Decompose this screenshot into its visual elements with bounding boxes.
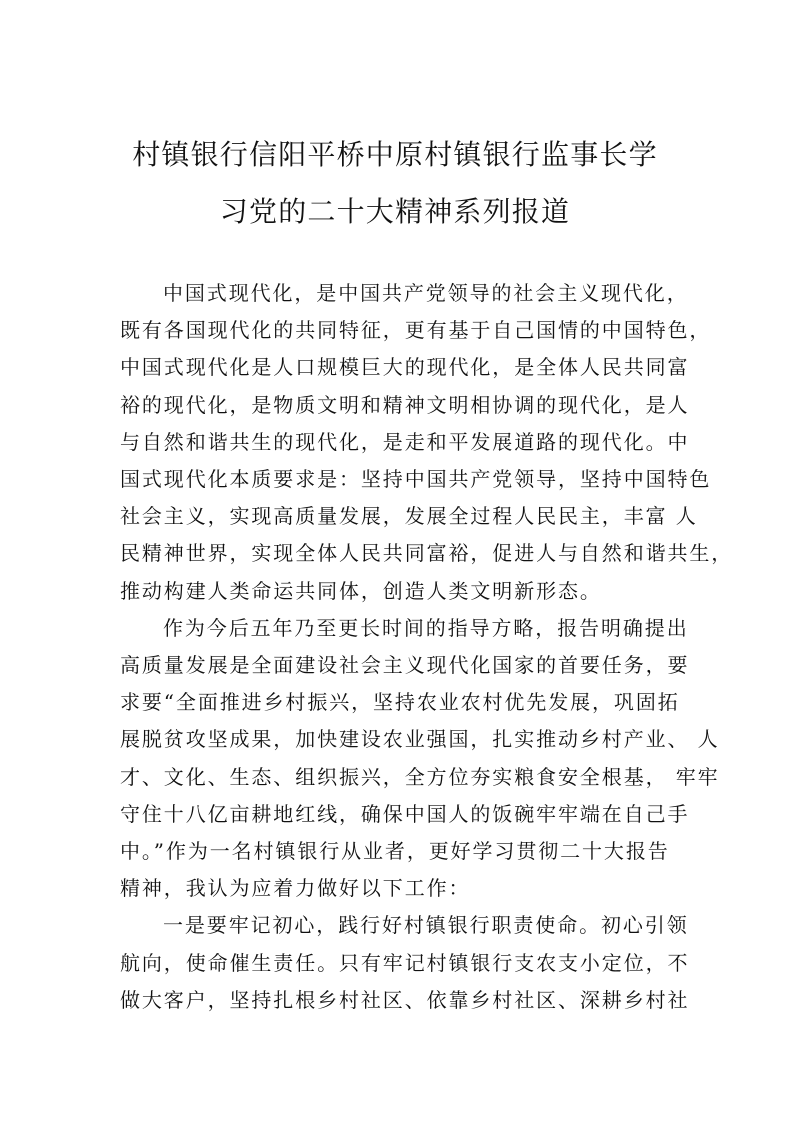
paragraph-3-line: 一是要牢记初心，践行好村镇银行职责使命。初心引领 bbox=[163, 913, 689, 938]
paragraph-1-line: 既有各国现代化的共同特征，更有基于自己国情的中国特色， bbox=[120, 318, 712, 343]
paragraph-2-line: 作为今后五年乃至更长时间的指导方略，报告明确提出 bbox=[163, 615, 689, 640]
paragraph-3-line: 航向，使命催生责任。只有牢记村镇银行支农支小定位，不 bbox=[120, 950, 690, 975]
paragraph-2-line: 才、文化、生态、组织振兴，全方位夯实粮食安全根基， 牢牢 bbox=[120, 764, 720, 789]
paragraph-2-line: 展脱贫攻坚成果，加快建设农业强国，扎实推动乡村产业、 人 bbox=[120, 727, 720, 752]
paragraph-1-line: 与自然和谐共生的现代化，是走和平发展道路的现代化。中 bbox=[120, 429, 690, 454]
document-title-line-2: 习党的二十大精神系列报道 bbox=[219, 195, 571, 228]
paragraph-1-line: 国式现代化本质要求是：坚持中国共产党领导，坚持中国特色 bbox=[120, 467, 712, 491]
paragraph-3-line: 做大客户，坚持扎根乡村社区、依靠乡村社区、深耕乡村社 bbox=[120, 987, 690, 1012]
paragraph-2-line: 精神，我认为应着力做好以下工作： bbox=[120, 876, 471, 901]
paragraph-1-line: 中国式现代化，是中国共产党领导的社会主义现代化， bbox=[163, 281, 689, 305]
paragraph-1-line: 中国式现代化是人口规模巨大的现代化，是全体人民共同富 bbox=[120, 355, 690, 380]
paragraph-2-line: 中。”作为一名村镇银行从业者，更好学习贯彻二十大报告 bbox=[120, 839, 670, 863]
paragraph-2-line: 守住十八亿亩耕地红线，确保中国人的饭碗牢牢端在自己手 bbox=[120, 801, 690, 826]
paragraph-1-line: 裕的现代化，是物质文明和精神文明相协调的现代化，是人 bbox=[120, 392, 690, 417]
paragraph-2-line: 高质量发展是全面建设社会主义现代化国家的首要任务，要 bbox=[120, 653, 690, 677]
paragraph-1-line: 民精神世界，实现全体人民共同富裕，促进人与自然和谐共生， bbox=[120, 541, 734, 566]
document-title-line-1: 村镇银行信阳平桥中原村镇银行监事长学 bbox=[132, 138, 658, 171]
paragraph-1-line: 社会主义，实现高质量发展，发展全过程人民民主，丰富 人 bbox=[120, 504, 698, 529]
paragraph-1-line: 推动构建人类命运共同体，创造人类文明新形态。 bbox=[120, 578, 602, 603]
paragraph-2-line: 求要“全面推进乡村振兴，坚持农业农村优先发展，巩固拓 bbox=[120, 690, 680, 715]
